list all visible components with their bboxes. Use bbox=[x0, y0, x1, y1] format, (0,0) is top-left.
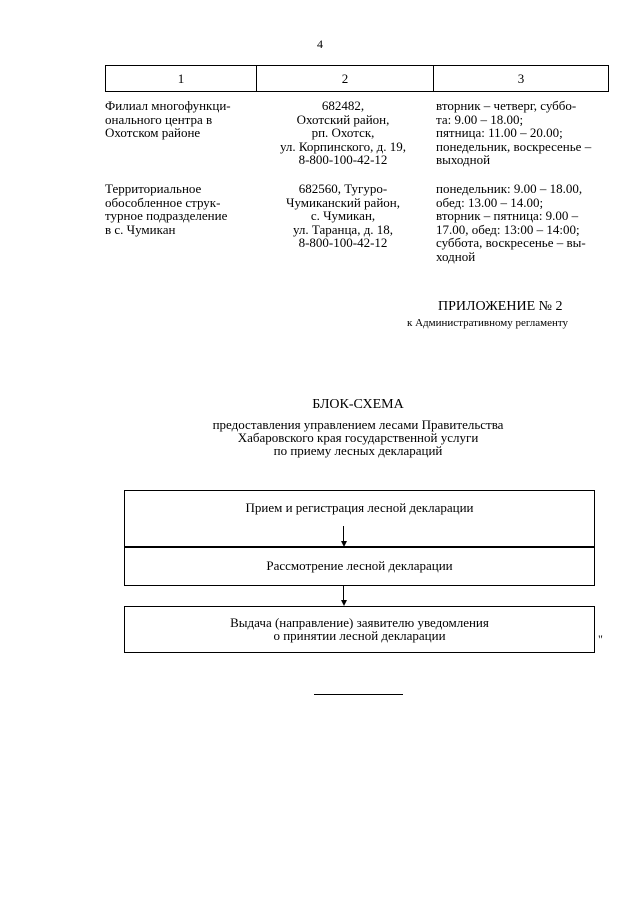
table-header bbox=[105, 65, 609, 92]
text-line: 8-800-100-42-12 bbox=[298, 152, 388, 167]
text-line: по приему лесных деклараций bbox=[273, 443, 443, 458]
text-line: та: 9.00 – 18.00; bbox=[436, 111, 524, 127]
text-line: рп. Охотск, bbox=[311, 125, 375, 140]
appendix-subtitle: к Административному регламенту bbox=[407, 317, 569, 329]
arrow-down-icon bbox=[341, 600, 347, 606]
table-row-1-schedule bbox=[436, 99, 611, 167]
column-header-1: 1 bbox=[177, 71, 185, 86]
closing-quote-mark: " bbox=[598, 632, 603, 646]
table-row-2-schedule bbox=[436, 182, 611, 263]
flow-arrow-line bbox=[343, 586, 344, 601]
flow-step-registration bbox=[124, 490, 595, 547]
text-line: ходной bbox=[436, 248, 476, 264]
scheme-subtitle bbox=[0, 418, 640, 457]
appendix-title: ПРИЛОЖЕНИЕ № 2 bbox=[438, 299, 563, 314]
page-number: 4 bbox=[317, 37, 323, 51]
flow-step-label bbox=[125, 616, 594, 642]
flow-step-review bbox=[124, 547, 595, 586]
table-row-2-office bbox=[105, 182, 265, 236]
text-line: 682482, bbox=[321, 98, 365, 113]
text-line: турное подразделение bbox=[105, 208, 228, 223]
text-line: Филиал многофункци- bbox=[105, 98, 231, 113]
text-line: понедельник, воскресенье – bbox=[436, 138, 592, 154]
column-header-2: 2 bbox=[341, 71, 349, 86]
text-line: Территориальное bbox=[105, 181, 202, 196]
text-line: обед: 13.00 – 14.00; bbox=[436, 194, 544, 210]
text-line: в с. Чумикан bbox=[105, 221, 176, 237]
text-line: понедельник: 9.00 – 18.00, bbox=[436, 181, 583, 196]
text-line: 682560, Тугуро- bbox=[298, 181, 388, 196]
flow-step-label bbox=[125, 501, 594, 514]
text-line: обособленное струк- bbox=[105, 194, 221, 210]
text-line: о принятии лесной декларации bbox=[273, 628, 446, 643]
text-line: предоставления управлением лесами Правительства bbox=[212, 417, 504, 432]
text-line: Выдача (направление) заявителю уведомления bbox=[230, 615, 489, 630]
text-line: с. Чумикан, bbox=[310, 208, 376, 223]
end-divider bbox=[314, 694, 403, 695]
text-line: Охотский район, bbox=[296, 111, 390, 127]
flow-step-notification bbox=[124, 606, 595, 653]
text-line: ул. Корпинского, д. 19, bbox=[279, 138, 407, 154]
flow-arrow-line bbox=[343, 526, 344, 542]
table-row-1-office bbox=[105, 99, 265, 140]
text-line: 8-800-100-42-12 bbox=[298, 235, 388, 250]
text-line: Охотском районе bbox=[105, 125, 201, 140]
text-line: ул. Таранца, д. 18, bbox=[292, 221, 394, 237]
text-line: выходной bbox=[436, 152, 491, 167]
flow-step-label bbox=[125, 559, 594, 572]
arrow-down-icon bbox=[341, 541, 347, 547]
text-line: 17.00, обед: 13:00 – 14:00; bbox=[436, 221, 580, 237]
text-line: Прием и регистрация лесной декларации bbox=[245, 500, 474, 515]
table-row-1-address bbox=[262, 99, 424, 167]
text-line: онального центра в bbox=[105, 111, 213, 127]
text-line: суббота, воскресенье – вы- bbox=[436, 235, 586, 250]
text-line: Хабаровского края государственной услуги bbox=[237, 430, 479, 445]
text-line: Чумиканский район, bbox=[286, 194, 400, 210]
text-line: вторник – пятница: 9.00 – bbox=[436, 208, 579, 223]
text-line: Рассмотрение лесной декларации bbox=[266, 558, 453, 573]
scheme-title: БЛОК-СХЕМА bbox=[312, 397, 404, 412]
text-line: вторник – четверг, суббо- bbox=[436, 98, 577, 113]
table-row-2-address bbox=[262, 182, 424, 250]
text-line: пятница: 11.00 – 20.00; bbox=[436, 125, 563, 140]
column-header-3: 3 bbox=[517, 71, 525, 86]
